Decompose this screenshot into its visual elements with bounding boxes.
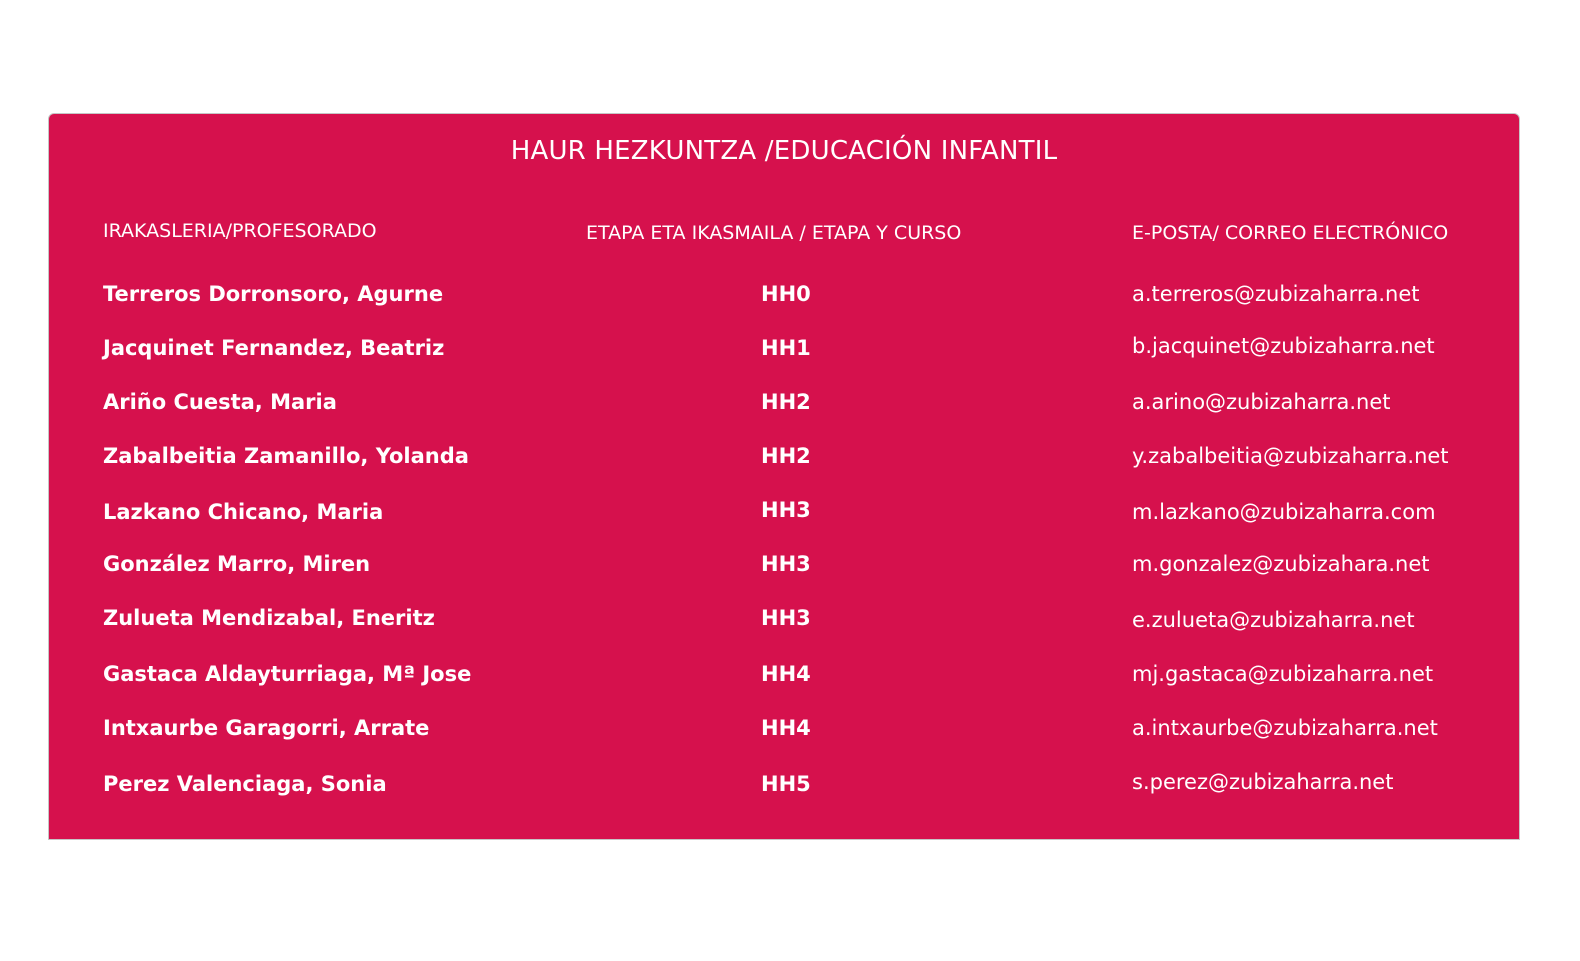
teacher-name: Terreros Dorronsoro, Agurne [103,282,444,306]
table-body [49,114,1519,839]
teacher-name: Lazkano Chicano, Maria [103,500,384,524]
teacher-name: Ariño Cuesta, Maria [103,390,337,414]
teacher-name: Zulueta Mendizabal, Eneritz [103,606,435,630]
stage-course: HH4 [761,716,811,740]
teacher-name: González Marro, Miren [103,552,371,576]
teacher-name: Perez Valenciaga, Sonia [103,772,387,796]
stage-course: HH3 [761,552,811,576]
column-header-email: E-POSTA/ CORREO ELECTRÓNICO [1132,222,1449,244]
column-header-teachers: IRAKASLERIA/PROFESORADO [103,220,377,242]
email-link[interactable]: a.intxaurbe@zubizaharra.net [1132,716,1438,740]
panel-title: HAUR HEZKUNTZA /EDUCACIÓN INFANTIL [510,136,1058,166]
stage-course: HH3 [761,498,811,522]
email-link[interactable]: m.gonzalez@zubizahara.net [1132,552,1430,576]
email-link[interactable]: a.arino@zubizaharra.net [1132,390,1391,414]
stage-course: HH4 [761,662,811,686]
teacher-name: Zabalbeitia Zamanillo, Yolanda [103,444,469,468]
email-link[interactable]: b.jacquinet@zubizaharra.net [1132,334,1435,358]
staff-table-panel [48,113,1520,840]
teacher-name: Jacquinet Fernandez, Beatriz [103,336,445,360]
email-link[interactable]: y.zabalbeitia@zubizaharra.net [1132,444,1449,468]
email-link[interactable]: a.terreros@zubizaharra.net [1132,282,1420,306]
column-header-stage: ETAPA ETA IKASMAILA / ETAPA Y CURSO [586,222,962,244]
email-link[interactable]: m.lazkano@zubizaharra.com [1132,500,1436,524]
email-link[interactable]: e.zulueta@zubizaharra.net [1132,608,1415,632]
stage-course: HH5 [761,772,811,796]
stage-course: HH3 [761,606,811,630]
teacher-name: Intxaurbe Garagorri, Arrate [103,716,430,740]
stage-course: HH0 [761,282,811,306]
stage-course: HH1 [761,336,811,360]
email-link[interactable]: mj.gastaca@zubizaharra.net [1132,662,1434,686]
teacher-name: Gastaca Aldayturriaga, Mª Jose [103,662,472,686]
stage-course: HH2 [761,390,811,414]
email-link[interactable]: s.perez@zubizaharra.net [1132,770,1394,794]
stage-course: HH2 [761,444,811,468]
